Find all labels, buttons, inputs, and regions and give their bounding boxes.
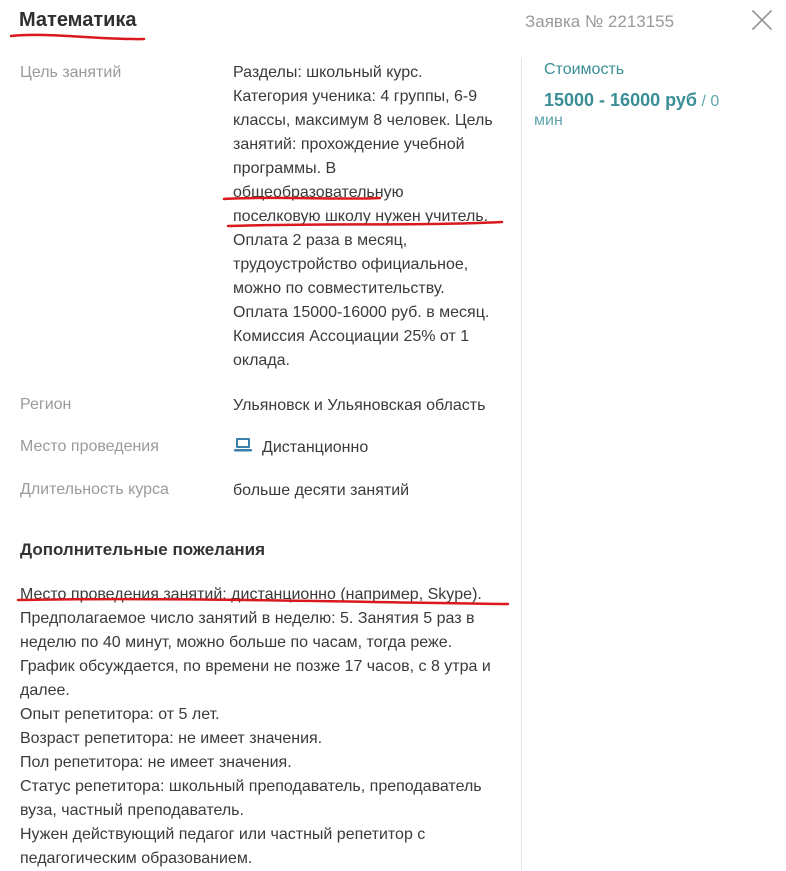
extra-section-title: Дополнительные пожелания: [20, 540, 266, 559]
region-label: Регион: [20, 396, 72, 413]
duration-label: Длительность курса: [20, 481, 169, 498]
extra-line: Статус репетитора: школьный преподаватель, преподаватель: [20, 778, 482, 795]
annotation-underline-title: [8, 28, 148, 44]
goal-line: Оплата 15000-16000 руб. в месяц.: [233, 304, 490, 321]
place-value: Дистанционно: [262, 439, 369, 456]
goal-line: Комиссия Ассоциации 25% от 1: [233, 328, 470, 345]
goal-line: занятий: прохождение учебной: [233, 136, 465, 153]
annotation-underline-school: [220, 192, 510, 232]
extra-line: вуза, частный преподаватель.: [20, 802, 244, 819]
goal-line: поселковую школу нужен учитель.: [233, 208, 489, 225]
duration-value: больше десяти занятий: [233, 482, 410, 499]
extra-wishes: [20, 583, 510, 871]
extra-line: Возраст репетитора: не имеет значения.: [20, 730, 323, 747]
goal-label: Цель занятий: [20, 64, 122, 81]
order-number: Заявка № 2213155: [525, 12, 675, 31]
region-value: Ульяновск и Ульяновская область: [233, 397, 486, 414]
goal-line: трудоустройство официальное,: [233, 256, 469, 273]
close-icon[interactable]: [748, 6, 776, 34]
page-title: Математика: [19, 9, 137, 31]
goal-line: Разделы: школьный курс.: [233, 64, 423, 81]
extra-line: Опыт репетитора: от 5 лет.: [20, 706, 220, 723]
price-value: [544, 90, 719, 111]
place-label: Место проведения: [20, 438, 159, 455]
laptop-icon: [233, 436, 253, 454]
extra-line: далее.: [20, 682, 70, 699]
goal-line: классы, максимум 8 человек. Цель: [233, 112, 493, 129]
goal-line: программы. В: [233, 160, 337, 177]
column-divider: [521, 58, 522, 870]
goal-line: общеобразовательную: [233, 184, 404, 201]
extra-line: неделю по 40 минут, можно больше по часам, тогда реже.: [20, 634, 453, 651]
price-unit: мин: [534, 112, 563, 129]
close-button[interactable]: [748, 6, 776, 34]
price-label: Стоимость: [544, 61, 625, 78]
price-per: / 0: [697, 93, 720, 110]
extra-line: График обсуждается, по времени не позже 17 часов, с 8 утра и: [20, 658, 491, 675]
goal-line: оклада.: [233, 352, 290, 369]
extra-line: Место проведения занятий: дистанционно (например, Skype).: [20, 586, 482, 603]
extra-line: Предполагаемое число занятий в неделю: 5. Занятия 5 раз в: [20, 610, 475, 627]
extra-line: Пол репетитора: не имеет значения.: [20, 754, 292, 771]
extra-line: Нужен действующий педагог или частный репетитор с: [20, 826, 426, 843]
price-amount: 15000 - 16000 руб: [544, 90, 697, 110]
goal-line: можно по совместительству.: [233, 280, 445, 297]
goal-line: Оплата 2 раза в месяц,: [233, 232, 408, 249]
annotation-underline-location: [14, 594, 514, 610]
goal-line: Категория ученика: 4 группы, 6-9: [233, 88, 478, 105]
extra-line: педагогическим образованием.: [20, 850, 253, 867]
